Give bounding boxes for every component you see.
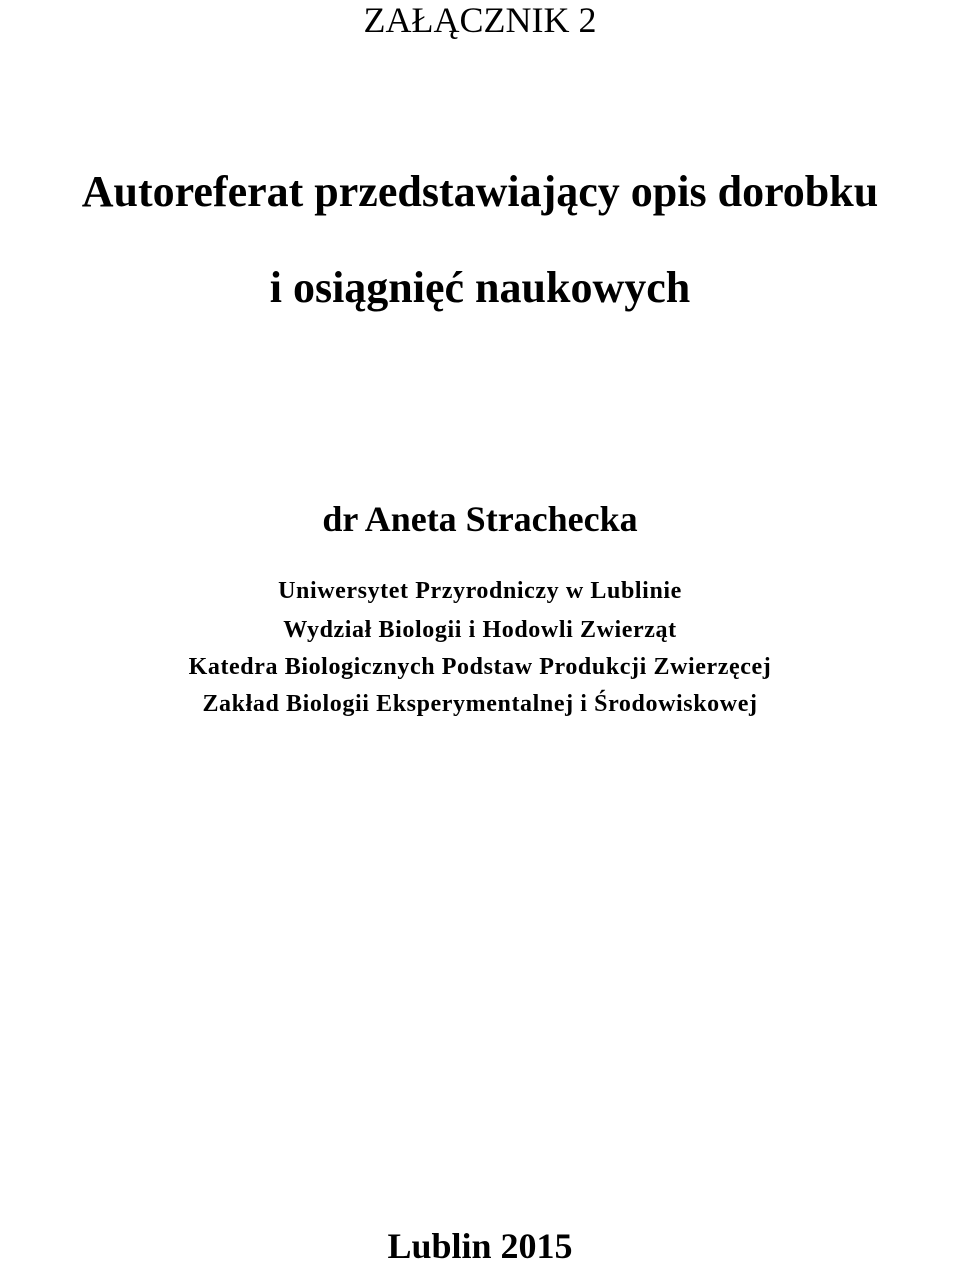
affiliation-department: Katedra Biologicznych Podstaw Produkcji Zwierzęcej xyxy=(188,654,772,680)
annex-label: ZAŁĄCZNIK 2 xyxy=(363,0,597,40)
place-and-year: Lublin 2015 xyxy=(387,1226,573,1266)
affiliation-unit: Zakład Biologii Eksperymentalnej i Środowiskowej xyxy=(202,691,758,717)
author-name: dr Aneta Strachecka xyxy=(322,499,638,539)
document-title-line-1: Autoreferat przedstawiający opis dorobku xyxy=(81,167,879,216)
affiliation-university: Uniwersytet Przyrodniczy w Lublinie xyxy=(278,578,682,604)
document-title-line-2: i osiągnięć naukowych xyxy=(269,263,691,312)
affiliation-faculty: Wydział Biologii i Hodowli Zwierząt xyxy=(283,617,677,643)
